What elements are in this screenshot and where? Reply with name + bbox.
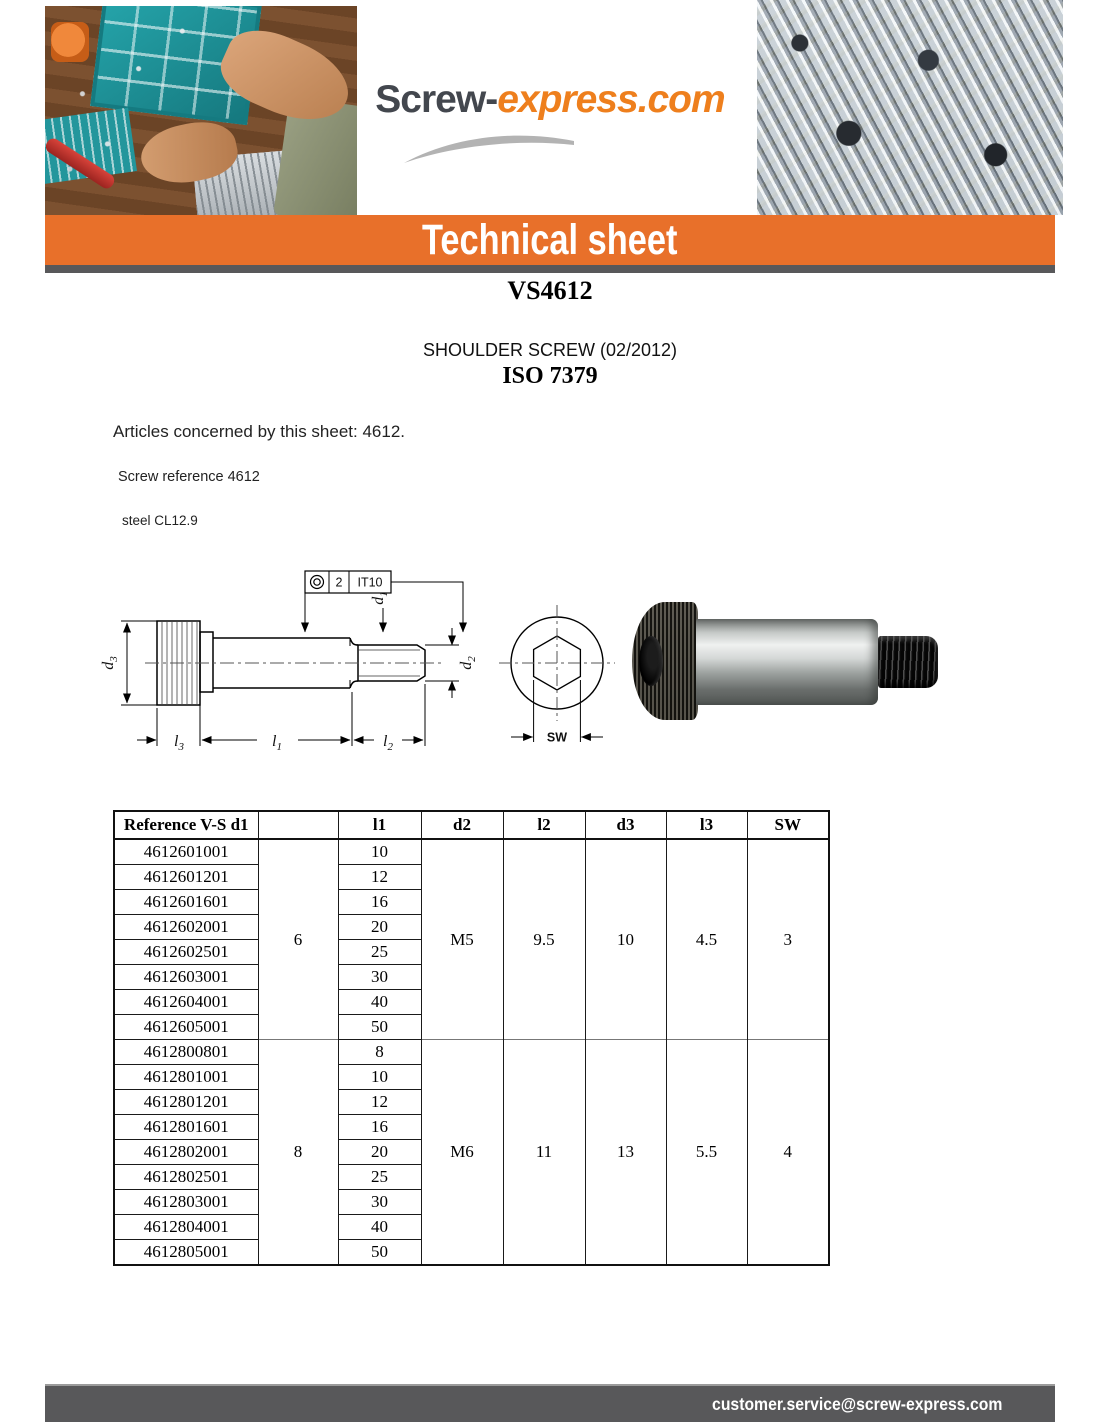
cell-reference: 4612800801 bbox=[114, 1040, 258, 1065]
footer-bar bbox=[45, 1384, 1055, 1422]
header-l3: l3 bbox=[666, 811, 747, 839]
cell-d3: 10 bbox=[585, 839, 666, 1040]
dim-d1 bbox=[370, 591, 390, 632]
cell-sw: 3 bbox=[747, 839, 829, 1040]
table-body bbox=[114, 839, 829, 1265]
cell-d3: 13 bbox=[585, 1040, 666, 1266]
svg-text:d1: $d_1$ bbox=[370, 591, 390, 605]
contact-email: customer.service@screw-express.com bbox=[712, 1393, 1003, 1414]
header-divider bbox=[45, 265, 1055, 273]
header-reference: Reference V-S d1 bbox=[114, 811, 258, 839]
cell-reference: 4612801601 bbox=[114, 1115, 258, 1140]
banner-title: Technical sheet bbox=[422, 215, 678, 264]
svg-text:l1: $l_1$ bbox=[272, 733, 282, 753]
screws-speckle-decoration bbox=[45, 6, 357, 215]
header-d1 bbox=[258, 811, 338, 839]
cell-l1: 20 bbox=[338, 915, 421, 940]
cell-l1: 25 bbox=[338, 940, 421, 965]
hex-socket-hole bbox=[639, 636, 663, 686]
cell-reference: 4612802501 bbox=[114, 1165, 258, 1190]
cell-reference: 4612801001 bbox=[114, 1065, 258, 1090]
logo-text-prefix: Screw- bbox=[375, 78, 498, 121]
cell-l1: 50 bbox=[338, 1015, 421, 1040]
cell-d1: 8 bbox=[258, 1040, 338, 1266]
cell-reference: 4612605001 bbox=[114, 1015, 258, 1040]
svg-text:l3: $l_3$ bbox=[174, 733, 184, 753]
cell-l1: 12 bbox=[338, 865, 421, 890]
tolerance-value: 2 bbox=[335, 575, 343, 590]
cell-l1: 16 bbox=[338, 1115, 421, 1140]
cell-d2: M5 bbox=[421, 839, 503, 1040]
cell-l1: 16 bbox=[338, 890, 421, 915]
cell-l2: 11 bbox=[503, 1040, 585, 1266]
header-l1: l1 bbox=[338, 811, 421, 839]
cell-reference: 4612601601 bbox=[114, 890, 258, 915]
product-photo bbox=[632, 602, 942, 722]
svg-text:d3: $d_3$ bbox=[100, 656, 120, 670]
cell-l1: 30 bbox=[338, 1190, 421, 1215]
cell-reference: 4612804001 bbox=[114, 1215, 258, 1240]
material-line: steel CL12.9 bbox=[122, 513, 198, 528]
cell-l1: 8 bbox=[338, 1040, 421, 1065]
cell-l3: 4.5 bbox=[666, 839, 747, 1040]
dim-lengths bbox=[137, 684, 425, 753]
header-sw: SW bbox=[747, 811, 829, 839]
cell-l1: 25 bbox=[338, 1165, 421, 1190]
cell-l3: 5.5 bbox=[666, 1040, 747, 1266]
cell-l1: 30 bbox=[338, 965, 421, 990]
logo-swoosh bbox=[398, 128, 580, 168]
screws-pile-photo bbox=[757, 0, 1063, 215]
dim-sw-label: SW bbox=[546, 730, 568, 745]
iso-standard: ISO 7379 bbox=[502, 363, 598, 389]
table-row bbox=[114, 839, 829, 865]
cell-reference: 4612601201 bbox=[114, 865, 258, 890]
cell-l1: 10 bbox=[338, 1065, 421, 1090]
end-view bbox=[499, 605, 615, 745]
workbench-photo bbox=[45, 6, 357, 215]
tolerance-grade: IT10 bbox=[357, 575, 383, 590]
cell-reference: 4612803001 bbox=[114, 1190, 258, 1215]
cell-l1: 10 bbox=[338, 839, 421, 865]
header-l2: l2 bbox=[503, 811, 585, 839]
cell-reference: 4612801201 bbox=[114, 1090, 258, 1115]
cell-d2: M6 bbox=[421, 1040, 503, 1266]
articles-line: Articles concerned by this sheet: 4612. bbox=[113, 422, 405, 441]
table-header-row bbox=[114, 811, 829, 839]
cell-reference: 4612604001 bbox=[114, 990, 258, 1015]
document-code: VS4612 bbox=[507, 276, 593, 305]
cell-reference: 4612601001 bbox=[114, 839, 258, 865]
cell-sw: 4 bbox=[747, 1040, 829, 1266]
header-d3: d3 bbox=[585, 811, 666, 839]
logo-text-suffix: express.com bbox=[497, 78, 725, 121]
cell-reference: 4612602501 bbox=[114, 940, 258, 965]
cell-l1: 40 bbox=[338, 990, 421, 1015]
screw-shoulder bbox=[696, 619, 878, 705]
cell-d1: 6 bbox=[258, 839, 338, 1040]
cell-reference: 4612805001 bbox=[114, 1240, 258, 1266]
document-subtitle: SHOULDER SCREW (02/2012) bbox=[422, 340, 678, 360]
spec-table bbox=[113, 810, 830, 1266]
screw-head bbox=[632, 602, 698, 720]
screw-reference-line: Screw reference 4612 bbox=[118, 469, 260, 485]
technical-sheet-banner bbox=[45, 215, 1055, 265]
cell-reference: 4612602001 bbox=[114, 915, 258, 940]
cell-l2: 9.5 bbox=[503, 839, 585, 1040]
cell-reference: 4612802001 bbox=[114, 1140, 258, 1165]
svg-text:l2: $l_2$ bbox=[383, 733, 393, 753]
brand-logo bbox=[330, 78, 770, 122]
screw-thread bbox=[878, 636, 938, 688]
cell-l1: 20 bbox=[338, 1140, 421, 1165]
table-row bbox=[114, 1040, 829, 1065]
cell-l1: 50 bbox=[338, 1240, 421, 1266]
cell-l1: 12 bbox=[338, 1090, 421, 1115]
cell-reference: 4612603001 bbox=[114, 965, 258, 990]
svg-text:d2: $d_2$ bbox=[458, 656, 478, 670]
technical-drawing bbox=[95, 550, 620, 782]
cell-l1: 40 bbox=[338, 1215, 421, 1240]
header-d2: d2 bbox=[421, 811, 503, 839]
